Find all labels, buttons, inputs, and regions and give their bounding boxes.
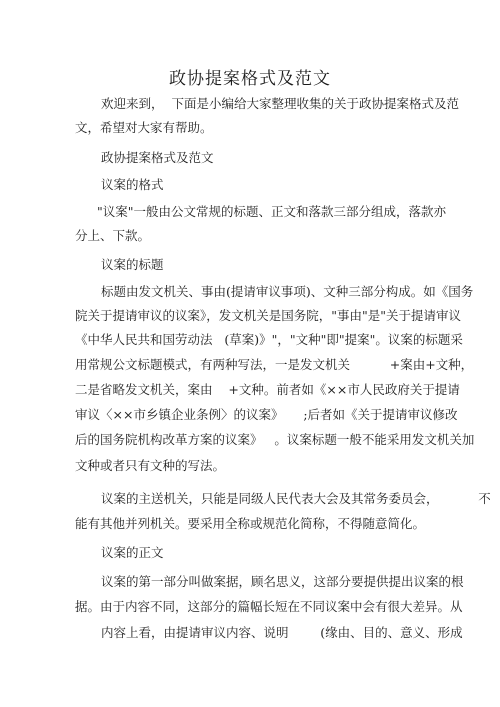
paragraph-line: 《中华人民共和国劳动法 (草案)》"，"文种"即"提案"。议案的标题采	[75, 332, 463, 347]
paragraph-line: 标题由发文机关、事由(提请审议事项)、文种三部分构成。如《国务	[101, 284, 474, 299]
section-heading: 议案的格式	[101, 177, 164, 192]
paragraph-line: 后的国务院机构改革方案的议案》 。议案标题一般不能采用发文机关加	[75, 432, 475, 447]
paragraph-line: 文种或者只有文种的写法。	[75, 458, 226, 473]
paragraph-line: 欢迎来到， 下面是小编给大家整理收集的关于政协提案格式及范	[101, 96, 459, 111]
paragraph-line: 议案的第一部分叫做案据，顾名思义，这部分要提供提出议案的根	[101, 574, 464, 589]
paragraph-line: "议案"一般由公文常规的标题、正文和落款三部分组成，落款亦	[97, 204, 447, 219]
paragraph-line: 议案的主送机关，只能是同级人民代表大会及其常务委员会， 不	[101, 491, 491, 506]
document-title: 政协提案格式及范文	[169, 69, 331, 89]
paragraph-line: 文，希望对大家有帮助。	[75, 120, 213, 135]
paragraph-line: 能有其他并列机关。要采用全称或规范化简称，不得随意简化。	[75, 516, 426, 531]
paragraph-line: 用常规公文标题模式，有两种写法，一是发文机关 +案由+文种，	[75, 357, 474, 372]
section-heading: 议案的正文	[101, 545, 164, 560]
paragraph-line: 据。由于内容不同，这部分的篇幅长短在不同议案中会有很大差异。从	[75, 599, 463, 614]
section-heading: 政协提案格式及范文	[101, 150, 214, 165]
paragraph-line: 内容上看，由提请审议内容、说明 (缘由、目的、意义、形成	[101, 625, 463, 640]
paragraph-line: 二是省略发文机关，案由 +文种。前者如《××市人民政府关于提请	[75, 382, 460, 397]
paragraph-line: 审议〈××市乡镇企业条例〉的议案》 ;后者如《关于提请审议修改	[75, 407, 458, 422]
paragraph-line: 分上、下款。	[75, 228, 151, 243]
paragraph-line: 院关于提请审议的议案》，发文机关是国务院，"事由"是"关于提请审议	[75, 308, 461, 323]
section-heading: 议案的标题	[101, 257, 164, 272]
